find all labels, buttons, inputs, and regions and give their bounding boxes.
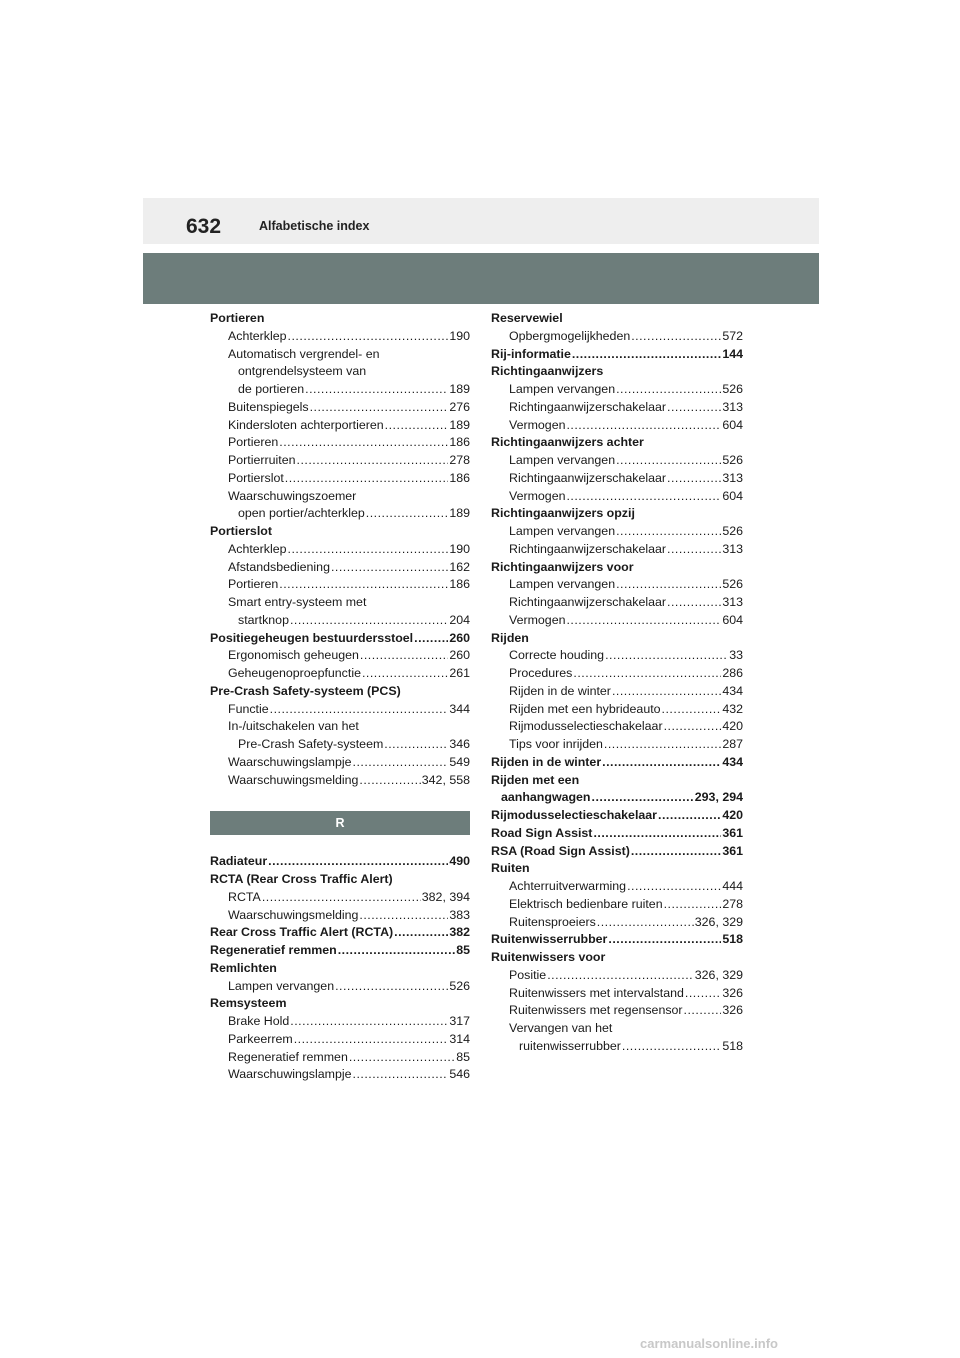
index-entry[interactable] (210, 889, 470, 907)
index-entry[interactable] (210, 381, 470, 399)
entry-page: 382 (449, 925, 470, 940)
entry-page: 342, 558 (421, 772, 470, 787)
index-entry[interactable] (210, 665, 470, 683)
entry-page: 85 (456, 1049, 470, 1064)
entry-label: Ruitensproeiers (509, 914, 596, 929)
entry-page: 189 (449, 506, 470, 521)
entry-label: Radiateur (210, 854, 268, 869)
index-entry[interactable] (210, 1013, 470, 1031)
index-entry[interactable] (491, 914, 743, 932)
entry-label: Lampen vervangen (509, 577, 616, 592)
entry-page: 326 (722, 985, 743, 1000)
letter-divider: R (210, 811, 470, 835)
entry-page: 278 (449, 453, 470, 467)
entry-label: Vermogen (509, 488, 566, 503)
entry-label: ruitenwisserrubber (519, 1038, 621, 1053)
index-heading: Ruiten (491, 861, 530, 876)
entry-label: Waarschuwingslampje (228, 754, 352, 769)
index-entry[interactable] (491, 665, 743, 683)
index-entry[interactable] (491, 399, 743, 417)
entry-page: 313 (722, 595, 743, 609)
entry-page: 293, 294 (694, 790, 743, 805)
entry-page: 434 (722, 754, 743, 769)
index-entry-line: Vervangen van het (509, 1021, 613, 1035)
index-entry[interactable] (210, 328, 470, 346)
section-title: Alfabetische index (259, 219, 370, 233)
entry-label: Waarschuwingsmelding (228, 772, 359, 787)
entry-page: 546 (449, 1067, 470, 1082)
index-heading: Rijden (491, 630, 529, 645)
entry-label: Tips voor inrijden (509, 737, 603, 751)
index-entry[interactable] (491, 488, 743, 506)
entry-label: Pre-Crash Safety-systeem (238, 737, 384, 751)
index-entry[interactable] (210, 399, 470, 417)
index-entry[interactable] (491, 541, 743, 559)
entry-page: 361 (722, 843, 743, 858)
index-entry[interactable] (210, 576, 470, 594)
index-entry[interactable] (210, 907, 470, 925)
index-entry[interactable] (210, 1031, 470, 1049)
index-entry[interactable] (491, 381, 743, 399)
index-entry-line: ontgrendelsysteem van (238, 364, 367, 379)
entry-label: Brake Hold (228, 1014, 290, 1028)
index-heading: Remlichten (210, 960, 277, 975)
entry-page: 261 (449, 666, 470, 680)
entry-label: Achterklep (228, 328, 287, 343)
index-heading: Portieren (210, 311, 265, 325)
index-heading-entry[interactable] (491, 789, 743, 807)
entry-page: 549 (449, 754, 470, 769)
entry-page: 604 (722, 612, 743, 627)
entry-label: Rijmodusselectieschakelaar (509, 719, 663, 734)
index-entry[interactable] (210, 470, 470, 488)
entry-label: Portierslot (228, 470, 284, 485)
entry-label: Rijden in de winter (509, 683, 611, 698)
entry-page: 518 (722, 1038, 743, 1053)
entry-page: 190 (449, 328, 470, 343)
entry-page: 33 (729, 648, 743, 663)
index-entry[interactable] (491, 470, 743, 488)
header-band (143, 253, 819, 304)
entry-label: Kindersloten achterportieren (228, 417, 384, 432)
entry-label: Afstandsbediening (228, 559, 330, 574)
index-entry[interactable] (491, 523, 743, 541)
entry-page: 383 (449, 907, 470, 922)
index-entry[interactable] (210, 417, 470, 435)
index-heading: Reservewiel (491, 311, 563, 325)
entry-label: Correcte houding (509, 648, 605, 663)
entry-page: 313 (722, 470, 743, 485)
entry-label: Ergonomisch geheugen (228, 648, 359, 663)
entry-label: Portierruiten (228, 453, 296, 467)
index-heading-entry[interactable] (210, 924, 470, 942)
entry-page: 326, 329 (694, 967, 743, 982)
entry-page: 260 (449, 630, 470, 645)
entry-label: Regeneratief remmen (228, 1049, 348, 1064)
entry-label: Rijmodusselectieschakelaar (491, 808, 657, 822)
index-column-right (491, 310, 743, 1056)
index-entry[interactable] (491, 612, 743, 630)
index-heading-entry[interactable] (210, 942, 470, 960)
entry-label: Vermogen (509, 417, 566, 432)
index-entry[interactable] (491, 967, 743, 985)
index-entry[interactable] (491, 647, 743, 665)
entry-page: 162 (449, 559, 470, 574)
entry-page: 313 (722, 541, 743, 556)
entry-page: 276 (449, 399, 470, 414)
index-entry[interactable] (491, 701, 743, 719)
index-heading: Remsysteem (210, 996, 287, 1011)
entry-page: 286 (722, 666, 743, 680)
entry-page: 526 (722, 577, 743, 592)
entry-page: 278 (722, 896, 743, 911)
index-entry[interactable] (491, 896, 743, 914)
entry-label: aanhangwagen (501, 790, 591, 805)
index-entry[interactable] (210, 978, 470, 996)
entry-label: Rijden met een hybrideauto (509, 701, 661, 716)
index-entry[interactable] (210, 772, 470, 790)
entry-page: 317 (449, 1014, 470, 1028)
index-entry[interactable] (210, 452, 470, 470)
entry-label: Vermogen (509, 612, 566, 627)
entry-label: de portieren (238, 382, 305, 396)
entry-page: 490 (449, 854, 470, 869)
entry-label: Rear Cross Traffic Alert (RCTA) (210, 925, 394, 940)
entry-label: Rij-informatie (491, 346, 571, 361)
index-entry[interactable] (210, 541, 470, 559)
entry-page: 189 (449, 417, 470, 432)
index-entry[interactable] (210, 647, 470, 665)
watermark: carmanualsonline.info (640, 1336, 778, 1351)
index-entry[interactable] (491, 1002, 743, 1020)
index-entry[interactable] (491, 736, 743, 754)
entry-page: 346 (449, 737, 470, 751)
entry-label: RSA (Road Sign Assist) (491, 843, 630, 858)
entry-label: Positie (509, 967, 547, 982)
entry-label: Opbergmogelijkheden (509, 328, 631, 343)
entry-label: Lampen vervangen (228, 978, 335, 993)
entry-label: Geheugenoproepfunctie (228, 666, 361, 680)
entry-page: 604 (722, 417, 743, 432)
index-entry-line: Waarschuwingszoemer (228, 488, 357, 503)
index-entry[interactable] (210, 701, 470, 719)
entry-page: 189 (449, 382, 470, 396)
index-heading: Richtingaanwijzers voor (491, 559, 634, 574)
index-entry-line: Automatisch vergrendel- en (228, 346, 380, 361)
entry-label: Ruitenwisserrubber (491, 932, 608, 947)
entry-page: 144 (722, 346, 743, 361)
entry-label: RCTA (228, 889, 261, 904)
entry-label: startknop (238, 612, 289, 627)
index-entry[interactable] (491, 417, 743, 435)
entry-label: Waarschuwingslampje (228, 1067, 352, 1082)
entry-page: 186 (449, 470, 470, 485)
index-entry[interactable] (210, 434, 470, 452)
entry-page: 572 (722, 328, 743, 343)
index-entry[interactable] (491, 328, 743, 346)
entry-page: 444 (722, 879, 743, 893)
entry-label: Portieren (228, 577, 279, 592)
entry-label: Achterruitverwarming (509, 879, 627, 893)
index-entry[interactable] (491, 576, 743, 594)
entry-label: Achterklep (228, 541, 287, 556)
entry-label: Ruitenwissers met regensensor (509, 1003, 683, 1018)
entry-label: Road Sign Assist (491, 825, 593, 840)
index-entry[interactable] (210, 612, 470, 630)
entry-page: 526 (449, 978, 470, 993)
index-entry[interactable] (491, 594, 743, 612)
index-entry[interactable] (491, 1038, 743, 1056)
entry-page: 190 (449, 541, 470, 556)
index-entry[interactable] (210, 1066, 470, 1084)
index-heading: RCTA (Rear Cross Traffic Alert) (210, 872, 393, 886)
index-heading-entry[interactable] (491, 754, 743, 772)
index-heading: Ruitenwissers voor (491, 950, 606, 964)
entry-page: 287 (722, 737, 743, 751)
entry-page: 344 (449, 701, 470, 716)
entry-page: 526 (722, 382, 743, 396)
entry-page: 361 (722, 825, 743, 840)
index-entry-line: In-/uitschakelen van het (228, 719, 359, 734)
index-entry[interactable] (210, 754, 470, 772)
entry-label: Parkeerrem (228, 1031, 293, 1046)
entry-label: Rijden in de winter (491, 754, 602, 769)
index-heading: Rijden met een (491, 772, 580, 787)
entry-label: Procedures (509, 666, 573, 680)
index-heading: Pre-Crash Safety-systeem (PCS) (210, 683, 401, 698)
index-column-left (210, 310, 470, 1084)
entry-page: 313 (722, 399, 743, 414)
entry-label: Functie (228, 701, 269, 716)
entry-page: 526 (722, 524, 743, 538)
index-entry[interactable] (491, 452, 743, 470)
index-entry[interactable] (210, 559, 470, 577)
entry-page: 604 (722, 488, 743, 503)
entry-label: open portier/achterklep (238, 506, 365, 521)
entry-label: Richtingaanwijzerschakelaar (509, 399, 667, 414)
entry-label: Lampen vervangen (509, 524, 616, 538)
entry-label: Buitenspiegels (228, 399, 309, 414)
entry-page: 326, 329 (694, 914, 743, 929)
entry-page: 260 (449, 648, 470, 663)
page-number: 632 (186, 215, 222, 238)
entry-page: 326 (722, 1003, 743, 1018)
entry-label: Richtingaanwijzerschakelaar (509, 541, 667, 556)
entry-label: Elektrisch bedienbare ruiten (509, 896, 663, 911)
entry-page: 382, 394 (421, 889, 470, 904)
index-heading-entry[interactable] (491, 931, 743, 949)
index-entry[interactable] (491, 718, 743, 736)
index-entry-line: Smart entry-systeem met (228, 595, 367, 609)
index-heading-entry[interactable] (210, 630, 470, 648)
entry-label: Lampen vervangen (509, 453, 616, 467)
index-entry[interactable] (210, 505, 470, 523)
entry-page: 518 (722, 932, 743, 947)
entry-page: 186 (449, 577, 470, 592)
entry-page: 434 (722, 683, 743, 698)
index-heading: Richtingaanwijzers (491, 364, 604, 379)
index-entry[interactable] (210, 736, 470, 754)
index-heading: Portierslot (210, 524, 272, 538)
entry-page: 186 (449, 435, 470, 450)
entry-page: 420 (722, 719, 743, 734)
index-heading-entry[interactable] (491, 825, 743, 843)
index-heading-entry[interactable] (491, 346, 743, 364)
index-entry[interactable] (491, 878, 743, 896)
entry-label: Positiegeheugen bestuurdersstoel (210, 630, 414, 645)
entry-label: Ruitenwissers met intervalstand (509, 985, 684, 1000)
entry-label: Richtingaanwijzerschakelaar (509, 595, 667, 609)
entry-label: Richtingaanwijzerschakelaar (509, 470, 667, 485)
index-entry[interactable] (491, 985, 743, 1003)
entry-page: 85 (456, 943, 470, 957)
index-heading-entry[interactable] (491, 807, 743, 825)
entry-page: 526 (722, 453, 743, 467)
index-heading-entry[interactable] (491, 843, 743, 861)
entry-label: Portieren (228, 435, 279, 450)
index-entry[interactable] (491, 683, 743, 701)
index-heading-entry[interactable] (210, 853, 470, 871)
index-heading: Richtingaanwijzers opzij (491, 506, 635, 521)
entry-label: Waarschuwingsmelding (228, 907, 359, 922)
entry-page: 420 (722, 808, 743, 822)
index-heading: Richtingaanwijzers achter (491, 435, 644, 450)
index-entry[interactable] (210, 1049, 470, 1067)
entry-page: 314 (449, 1031, 470, 1046)
entry-label: Lampen vervangen (509, 382, 616, 396)
entry-page: 432 (722, 701, 743, 716)
entry-label: Regeneratief remmen (210, 943, 337, 957)
header-bar (143, 198, 819, 244)
entry-page: 204 (449, 612, 470, 627)
